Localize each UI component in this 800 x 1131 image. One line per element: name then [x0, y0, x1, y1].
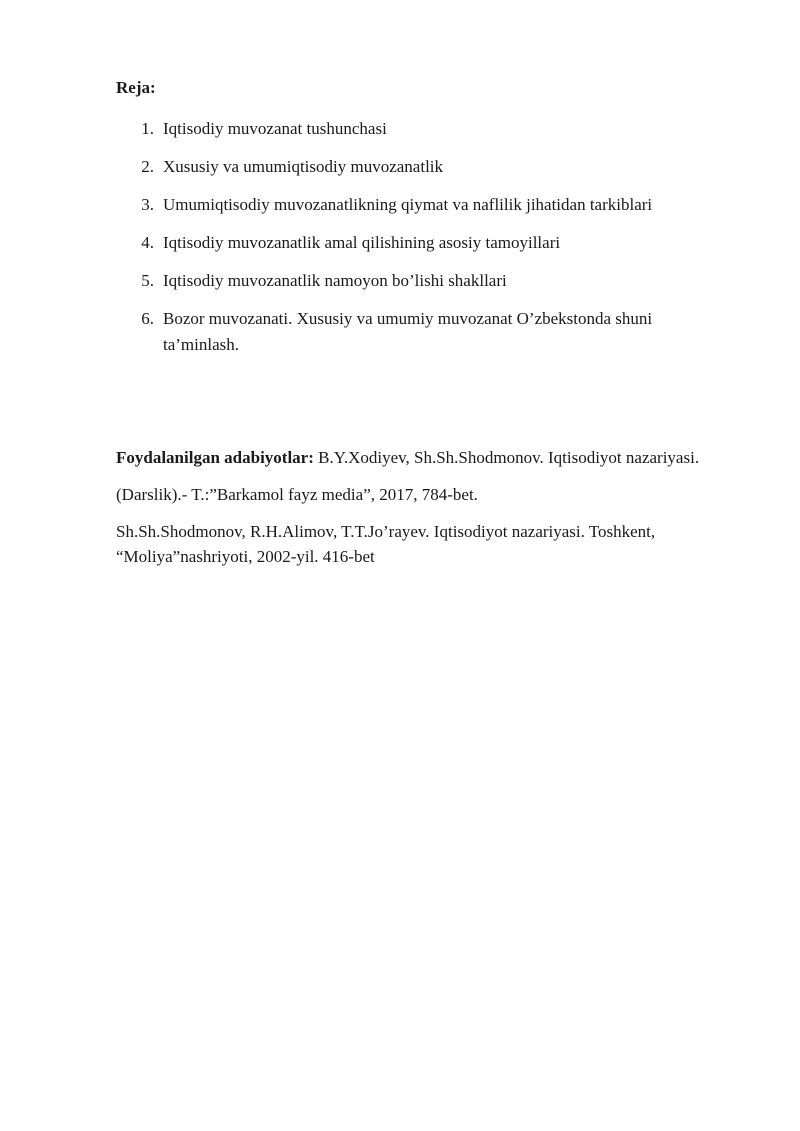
references-section [116, 445, 726, 581]
plan-item-number: 5. [141, 271, 154, 290]
plan-heading: Reja: [116, 78, 156, 97]
plan-item-number: 6. [141, 309, 154, 328]
reference-paragraph [116, 445, 726, 470]
plan-item-text: Bozor muvozanati. Xususiy va umumiy muvozanat O’zbekstonda shuni ta’minlash. [163, 309, 653, 354]
plan-item-text: Iqtisodiy muvozanat tushunchasi [163, 119, 387, 138]
plan-item-text: Xususiy va umumiqtisodiy muvozanatlik [163, 157, 444, 176]
plan-list [116, 116, 716, 370]
plan-item [116, 230, 716, 256]
plan-item-number: 4. [141, 233, 154, 252]
plan-item-text: Iqtisodiy muvozanatlik namoyon bo’lishi shakllari [163, 271, 507, 290]
plan-item-number: 1. [141, 119, 154, 138]
plan-item [116, 192, 716, 218]
plan-item-number: 2. [141, 157, 154, 176]
plan-item [116, 268, 716, 294]
plan-item-text: Umumiqtisodiy muvozanatlikning qiymat va naflilik jihatidan tarkiblari [163, 195, 653, 214]
references-title: Foydalanilgan adabiyotlar: [116, 448, 314, 467]
plan-item-number: 3. [141, 195, 154, 214]
plan-item [116, 116, 716, 142]
plan-item [116, 306, 716, 358]
reference-paragraph: (Darslik).- T.:”Barkamol fayz media”, 2017, 784-bet. [116, 485, 478, 504]
plan-item [116, 154, 716, 180]
plan-item-text: Iqtisodiy muvozanatlik amal qilishining asosiy tamoyillari [163, 233, 561, 252]
reference-text: B.Y.Xodiyev, Sh.Sh.Shodmonov. Iqtisodiyot nazariyasi. [313, 448, 700, 467]
reference-paragraph: Sh.Sh.Shodmonov, R.H.Alimov, T.T.Jo’rayev. Iqtisodiyot nazariyasi. Toshkent, “Moliya”nashriyoti, 2002-yil. 416-bet [116, 522, 656, 566]
